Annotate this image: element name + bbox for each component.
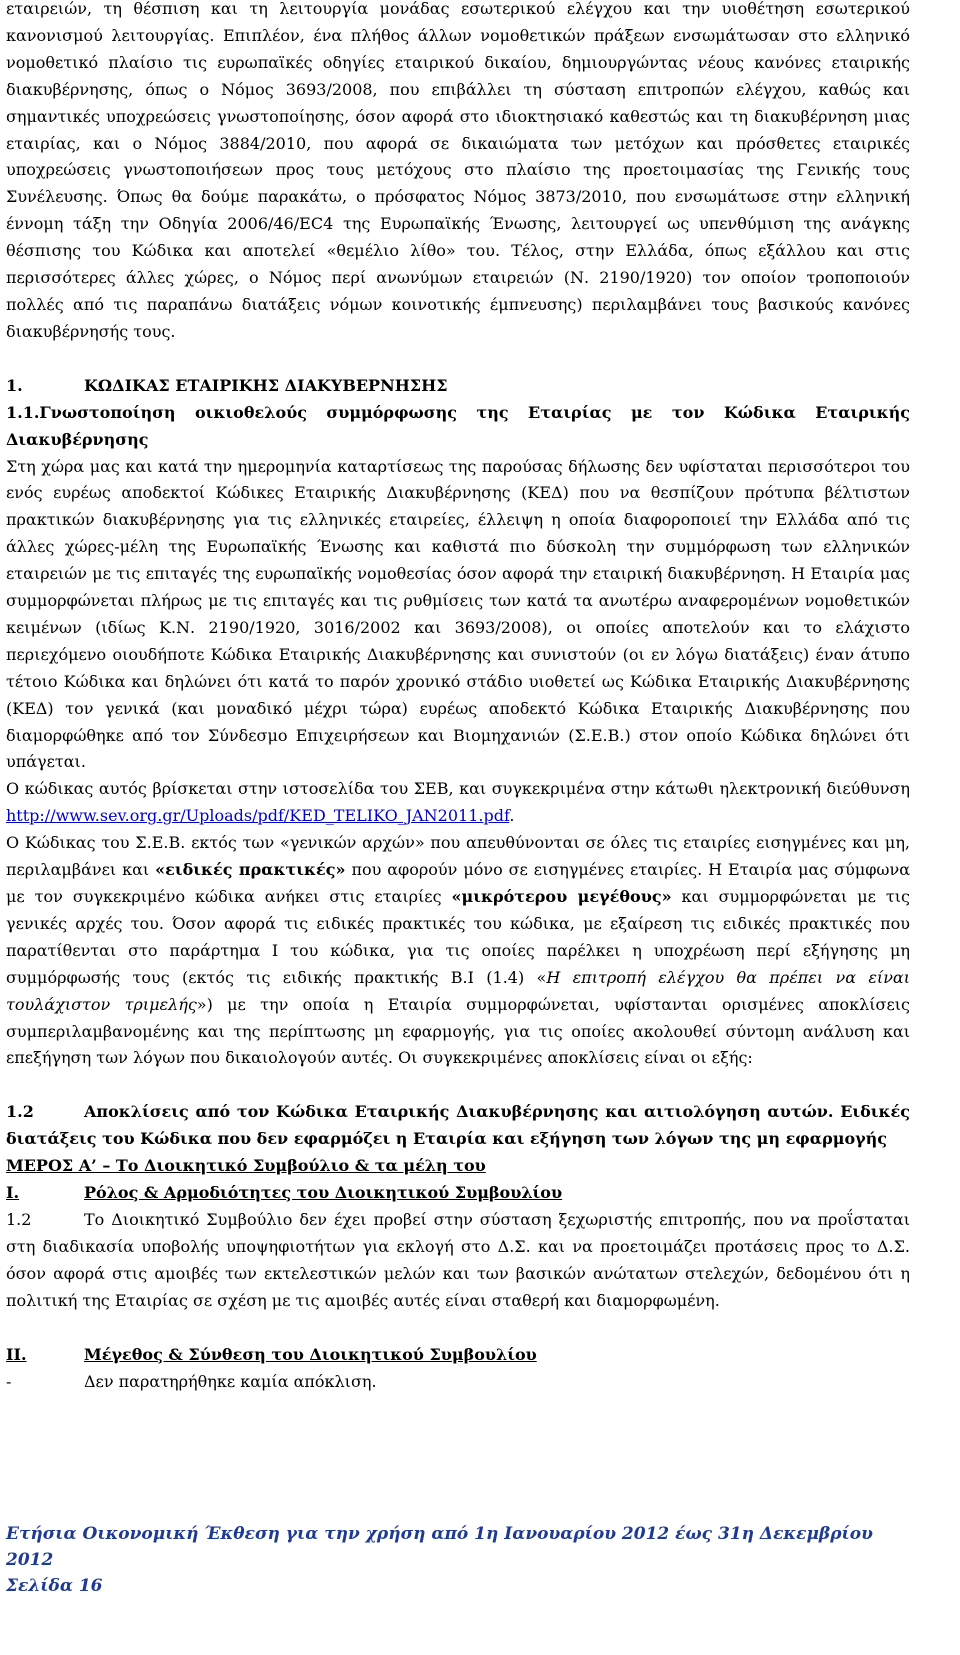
subsection-number: 1.1. bbox=[6, 402, 40, 422]
part-heading-I bbox=[6, 1180, 910, 1207]
bold-special-practices: «ειδικές πρακτικές» bbox=[155, 860, 346, 880]
paragraph-board-committee bbox=[6, 1207, 910, 1315]
list-item-text: Δεν παρατηρήθηκε καμία απόκλιση. bbox=[84, 1371, 377, 1391]
part-heading-II bbox=[6, 1342, 910, 1369]
paragraph-intro: εταιρειών, τη θέσπιση και τη λειτουργία μονάδας εσωτερικού ελέγχου και την υιοθέτηση εσωτερικού κανονισμού λειτουργίας. Επιπλέον, ένα πλήθος άλλων νομοθετικών πράξεων ενσωμάτωσαν στο ελληνικό νομοθετικό πλαίσιο τις ευρωπαϊκές οδηγίες εταιρικού δικαίου, δημιουργώντας νέους κανόνες εταιρικής διακυβέρνησης, όπως ο Νόμος 3693/2008, που επιβάλλει τη σύσταση επιτροπών ελέγχου, καθώς και σημαντικές υποχρεώσεις γνωστοποίησης, όσον αφορά στο ιδιοκτησιακό καθεστώς και τη διακυβέρνηση μιας εταιρίας, και ο Νόμος 3884/2010, που αφορά σε δικαιώματα των μετόχων και πρόσθετες εταιρικές υποχρεώσεις γνωστοποιήσεων προς τους μετόχους στο πλαίσιο της προετοιμασίας της Γενικής τους Συνέλευσης. Όπως θα δούμε παρακάτω, ο πρόσφατος Νόμος 3873/2010, που ενσωμάτωσε στην ελληνική έννομη τάξη την Οδηγία 2006/46/ΕC4 της Ευρωπαϊκής Ένωσης, λειτουργεί ως υπενθύμιση της ανάγκης θέσπισης του Κώδικα και αποτελεί «θεμέλιο λίθο» του. Τέλος, στην Ελλάδα, όπως εξάλλου και στις περισσότερες άλλες χώρες, ο Νόμος περί ανωνύμων εταιρειών (Ν. 2190/1920) τον οποίον τροποποιούν πολλές από τις παραπάνω διατάξεις νόμων κοινοτικής έμπνευσης) περιλαμβάνει τους βασικούς κανόνες διακυβέρνησής τους. bbox=[6, 0, 910, 341]
italic-quote: Η επιτροπή ελέγχου θα πρέπει να είναι τουλάχιστον τριμελής bbox=[6, 967, 911, 1014]
part-number: II. bbox=[6, 1344, 27, 1364]
subsection-subtitle: Ειδικές διατάξεις του Κώδικα που δεν εφαρμόζει η Εταιρία και εξήγηση των λόγων της μη εφαρμογής bbox=[6, 1102, 910, 1149]
document-page bbox=[6, 0, 910, 1395]
part-number: I. bbox=[6, 1183, 20, 1203]
subsection-title: Γνωστοποίηση οικιοθελούς συμμόρφωσης της Εταιρίας με τον Κώδικα Εταιρικής Διακυβέρνησης bbox=[6, 402, 910, 449]
code-url-link[interactable]: http://www.sev.org.gr/Uploads/pdf/KED_TELIKO_JAN2011.pdf bbox=[6, 806, 510, 826]
list-bullet: - bbox=[6, 1371, 12, 1391]
paragraph-compliance: Στη χώρα μας και κατά την ημερομηνία καταρτίσεως της παρούσας δήλωσης δεν υφίσταται περισσότεροι του ενός ευρέως αποδεκτοί Κώδικες Εταιρικής Διακυβέρνησης (ΚΕΔ) που να θεσπίζουν πρότυπα βέλτιστων πρακτικών διακυβέρνησης για τις ελληνικές εταιρείες, έλλειψη η οποία διαφοροποιεί την Ελλάδα από τις άλλες χώρες-μέλη της Ευρωπαϊκής Ένωσης και καθιστά πιο δύσκολη την συμμόρφωση των ελληνικών εταιρειών με τις επιταγές της ευρωπαϊκής νομοθεσίας όσον αφορά την εταιρική διακυβέρνηση. Η Εταιρία μας συμμορφώνεται πλήρως με τις επιταγές και τις ρυθμίσεις των κατά τα ανωτέρω αναφερομένων νομοθετικών κειμένων (ιδίως Κ.Ν. 2190/1920, 3016/2002 και 3693/2008), οι οποίες αποτελούν και το ελάχιστο περιεχόμενο οιουδήποτε Κώδικα Εταιρικής Διακυβέρνησης και συνιστούν (οι εν λόγω διατάξεις) έναν άτυπο τέτοιο Κώδικα και δηλώνει ότι κατά το παρόν χρονικό στάδιο υιοθετεί ως Κώδικα Εταιρικής Διακυβέρνησης (ΚΕΔ) τον γενικά (και μοναδικό μέχρι τώρα) ευρέως αποδεκτό Κώδικα Εταιρικής Διακυβέρνησης που διαμορφώθηκε από τον Σύνδεσμο Επιχειρήσεων και Βιομηχανιών (Σ.Ε.Β.) στον οποίο Κώδικα δηλώνει ότι υπάγεται. bbox=[6, 456, 910, 772]
part-a-heading: ΜΕΡΟΣ Α’ – Το Διοικητικό Συμβούλιο & τα μέλη του bbox=[6, 1156, 486, 1176]
paragraph-code-location: Ο κώδικας αυτός βρίσκεται στην ιστοσελίδα του ΣΕΒ, και συγκεκριμένα στην κάτωθι ηλεκτρονική διεύθυνση http://www.sev.org.gr/Uploads/pdf/KED_TELIKO_JAN2011.pdf. bbox=[6, 779, 910, 826]
item-number: 1.2 bbox=[6, 1209, 32, 1229]
footer-report-title: Ετήσια Οικονομική Έκθεση για την χρήση από 1η Ιανουαρίου 2012 έως 31η Δεκεμβρίου 2012 bbox=[6, 1524, 873, 1570]
section-heading-1 bbox=[6, 373, 910, 400]
footer-page-number: Σελίδα 16 bbox=[6, 1576, 103, 1596]
subsection-number: 1.2 bbox=[6, 1102, 34, 1122]
subsection-heading-1-1 bbox=[6, 400, 910, 454]
subsection-title: Αποκλίσεις από τον Κώδικα Εταιρικής Διακυβέρνησης και αιτιολόγηση αυτών. bbox=[84, 1102, 834, 1122]
page-footer bbox=[6, 1521, 910, 1599]
part-title: Ρόλος & Αρμοδιότητες του Διοικητικού Συμβουλίου bbox=[84, 1183, 563, 1203]
paragraph-special-practices: Ο Κώδικας του Σ.Ε.Β. εκτός των «γενικών αρχών» που απευθύνονται σε όλες τις εταιρίες εισηγμένες και μη, περιλαμβάνει και «ειδικές πρακτικές» που αφορούν μόνο σε εισηγμένες εταιρίες. Η Εταιρία μας σύμφωνα με τον συγκεκριμένο κώδικα ανήκει στις εταιρίες «μικρότερου μεγέθους» και συμμορφώνεται με τις γενικές αρχές του. Όσον αφορά τις ειδικές πρακτικές του κώδικα, με εξαίρεση τις ειδικές πρακτικές που παρατίθενται στο παράρτημα Ι του κώδικα, για τις οποίες παρέλκει η υποχρέωση περί εξήγησης μη συμμόρφωσής τους (εκτός τις ειδικής πρακτικής Β.Ι (1.4) «Η επιτροπή ελέγχου θα πρέπει να είναι τουλάχιστον τριμελής») με την οποία η Εταιρία συμμορφώνεται, υφίστανται ορισμένες αποκλίσεις συμπεριλαμβανομένης και της περίπτωσης μη εφαρμογής, για τις οποίες ακολουθεί σύντομη ανάλυση και επεξήγηση των λόγων που δικαιολογούν αυτές. Οι συγκεκριμένες αποκλίσεις είναι οι εξής: bbox=[6, 833, 911, 1068]
list-item bbox=[6, 1369, 910, 1396]
part-title: Μέγεθος & Σύνθεση του Διοικητικού Συμβουλίου bbox=[84, 1344, 537, 1364]
subsection-heading-1-2 bbox=[6, 1099, 910, 1153]
section-number: 1. bbox=[6, 375, 23, 395]
bold-smaller-size: «μικρότερου μεγέθους» bbox=[451, 887, 672, 906]
item-text: Το Διοικητικό Συμβούλιο δεν έχει προβεί στην σύσταση ξεχωριστής επιτροπής, που να προΐσταται στη διαδικασία υποβολής υποψηφιοτήτων για εκλογή στο Δ.Σ. και να προετοιμάζει προτάσεις προς το Δ.Σ. όσον αφορά στις αμοιβές των εκτελεστικών μελών και των βασικών ανώτατων στελεχών, δεδομένου ότι η πολιτική της Εταιρίας σε σχέση με τις αμοιβές αυτές είναι σταθερή και διαμορφωμένη. bbox=[6, 1209, 910, 1310]
section-title: ΚΩΔΙΚΑΣ ΕΤΑΙΡΙΚΗΣ ΔΙΑΚΥΒΕΡΝΗΣΗΣ bbox=[84, 375, 448, 395]
